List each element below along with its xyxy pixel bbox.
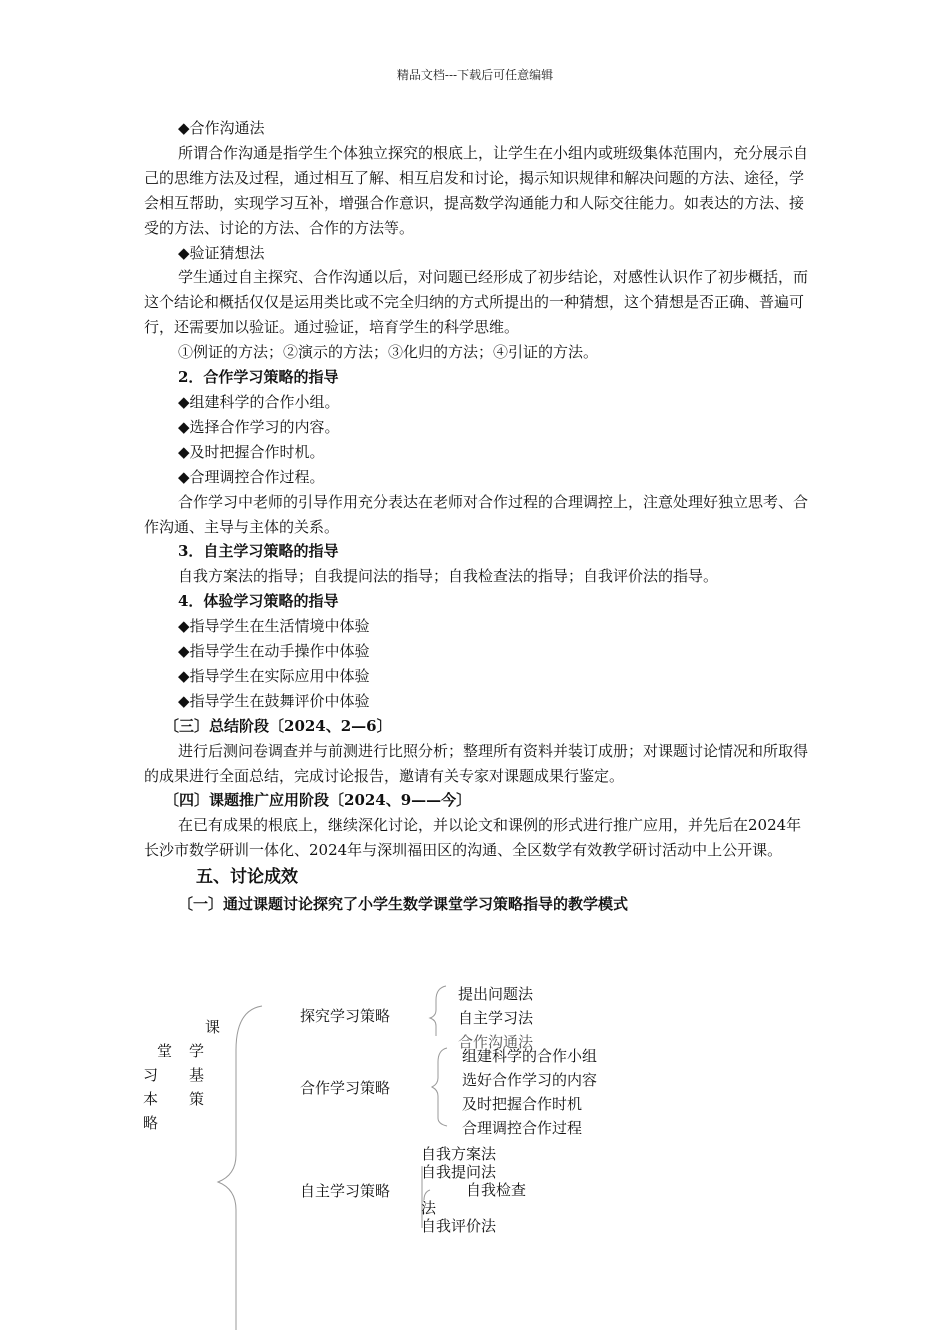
branch-item: 合理调控合作过程 [462,1119,583,1137]
body-paragraph: 进行后测问卷调查并与前测进行比照分析；整理所有资料并装订成册；对课题讨论情况和所取得的成果进行全面总结，完成讨论报告，邀请有关专家对课题成果行鉴定。 [144,741,809,785]
branch-item: 自我提问法 [421,1163,497,1181]
bullet-heading: ◆验证猜想法 [178,243,265,262]
branch1-brace [430,986,446,1036]
page-header: 精品文档---下载后可任意编辑 [396,68,554,82]
bullet-item: ◆指导学生在实际应用中体验 [178,666,370,685]
section-heading: 五、讨论成效 [196,867,298,888]
subsection-heading: 3．自主学习策略的指导 [178,542,339,561]
bullet-item: ◆及时把握合作时机。 [178,442,325,461]
root-char: 本 [143,1090,159,1108]
bullet-item: ◆合理调控合作过程。 [178,467,325,486]
phase-heading: 〔三〕总结阶段〔2024、2—6〕 [164,716,392,735]
phase-heading: 〔四〕课题推广应用阶段〔2024、9——今〕 [164,791,472,810]
bullet-item: ◆组建科学的合作小组。 [178,392,340,411]
bullet-item: ◆指导学生在生活情境中体验 [178,617,370,636]
branch-item: 自我评价法 [421,1217,497,1235]
branch-item: 自我检查 [466,1181,527,1199]
root-char: 基 [189,1066,205,1084]
strategy-diagram [0,960,950,1344]
branch-item-clipped: 合作沟通法 [458,1033,534,1051]
subsection-heading: 4．体验学习策略的指导 [178,592,339,611]
body-paragraph: 合作学习中老师的引导作用充分表达在老师对合作过程的合理调控上，注意处理好独立思考、合作沟通、主导与主体的关系。 [144,492,809,536]
branch2-brace [432,1048,447,1126]
body-paragraph: 在已有成果的根底上，继续深化讨论，并以论文和课例的形式进行推广应用，并先后在2024年长沙市数学研训一体化、2024年与深圳福田区的沟通、全区数学有效教学研讨活动中上公开课。 [144,816,802,860]
body-paragraph: 学生通过自主探究、合作沟通以后，对问题已经形成了初步结论，对感性认识作了初步概括，而这个结论和概括仅仅是运用类比或不完全归纳的方式所提出的一种猜想，这个猜想是否正确、普遍可行，还需要加以验证。通过验证，培育学生的科学思维。 [144,268,809,337]
branch-label: 自主学习策略 [300,1182,391,1200]
bullet-item: ◆指导学生在鼓舞评价中体验 [178,691,370,710]
root-char: 策 [189,1090,205,1108]
branch-item: 法 [421,1199,437,1217]
root-char: 习 [143,1066,159,1084]
branch-item: 自主学习法 [458,1009,534,1027]
branch-item: 自我方案法 [421,1145,497,1163]
branch-item: 选好合作学习的内容 [462,1071,598,1089]
root-char: 略 [143,1114,159,1132]
subsection-heading: 2．合作学习策略的指导 [178,368,339,387]
bullet-item: ◆指导学生在动手操作中体验 [178,642,370,661]
body-paragraph: 自我方案法的指导；自我提问法的指导；自我检查法的指导；自我评价法的指导。 [178,567,719,586]
body-paragraph: ①例证的方法；②演示的方法；③化归的方法；④引证的方法。 [178,343,599,362]
root-char: 课 [205,1018,221,1036]
bullet-heading: ◆合作沟通法 [178,119,265,137]
body-paragraph: 所谓合作沟通是指学生个体独立探究的根底上，让学生在小组内或班级集体范围内，充分展示自己的思维方法及过程，通过相互了解、相互启发和讨论，揭示知识规律和解决问题的方法、途径，学会相互帮助，实现学习互补，增强合作意识，提高数学沟通能力和人际交往能力。如表达的方法、接受的方法、讨论的方法、合作的方法等。 [144,143,809,237]
branch-item: 提出问题法 [458,985,534,1003]
branch-item: 组建科学的合作小组 [462,1047,598,1065]
root-char: 堂 [157,1042,173,1060]
branch-label: 合作学习策略 [300,1079,391,1097]
document-body [144,116,810,917]
branch-item: 及时把握合作时机 [462,1095,583,1113]
main-brace [218,1006,262,1330]
branch-label: 探究学习策略 [300,1007,391,1025]
bullet-item: ◆选择合作学习的内容。 [178,417,340,436]
root-char: 学 [189,1042,205,1060]
section-subheading: 〔一〕通过课题讨论探究了小学生数学课堂学习策略指导的教学模式 [178,895,629,914]
